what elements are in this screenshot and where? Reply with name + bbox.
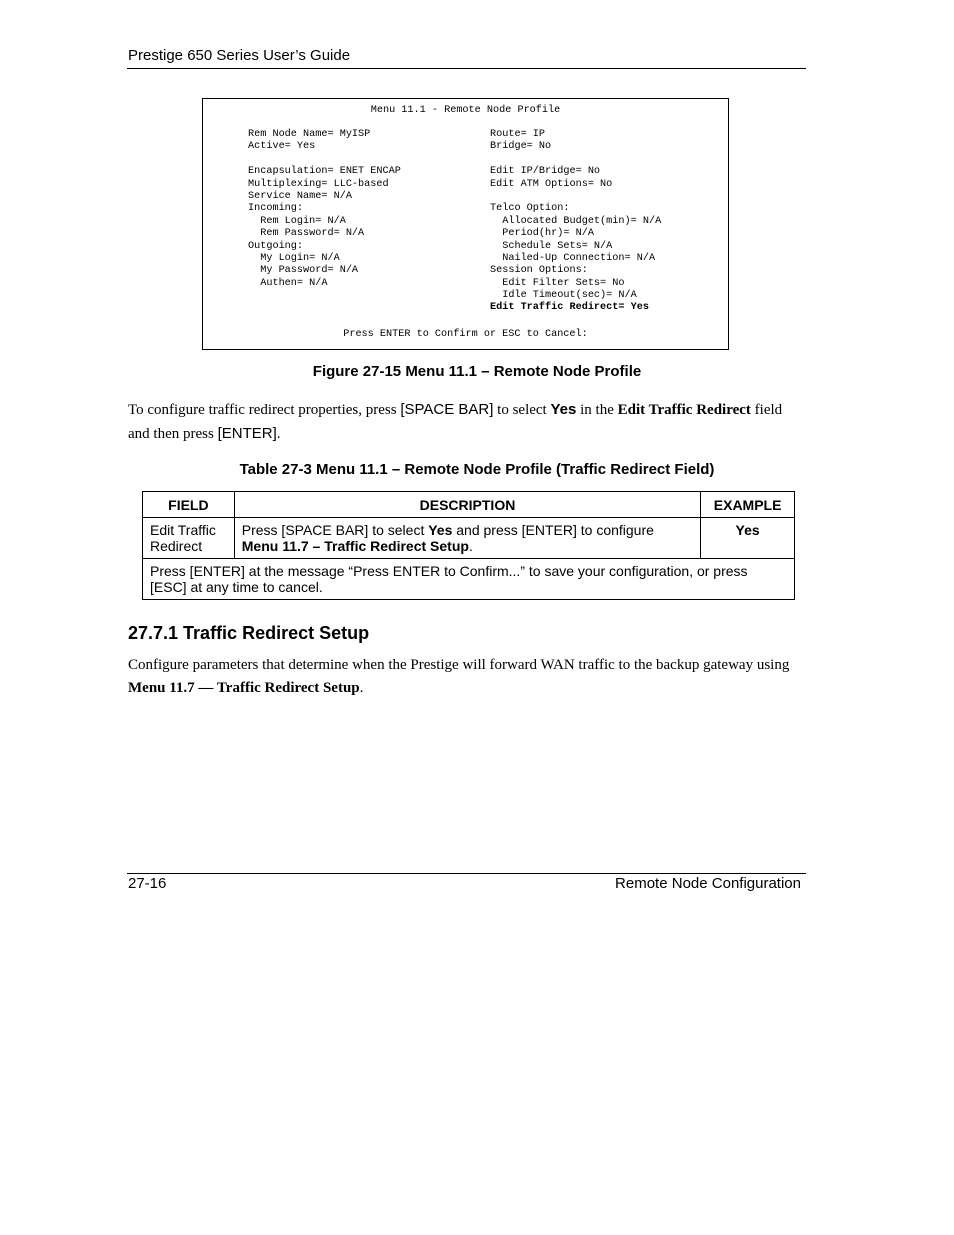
terminal-line: Allocated Budget(min)= N/A <box>490 215 662 227</box>
intro-paragraph <box>128 398 798 446</box>
terminal-line: Edit Traffic Redirect= Yes <box>490 302 649 314</box>
field-name-edit-traffic-redirect: Edit Traffic Redirect <box>617 402 751 418</box>
desc-bold-menu: Menu 11.7 – Traffic Redirect Setup <box>241 538 469 554</box>
terminal-line: Edit Filter Sets= No <box>490 277 625 289</box>
terminal-line: Rem Node Name= MyISP <box>248 129 371 140</box>
terminal-line: Bridge= No <box>490 141 552 153</box>
header-example: EXAMPLE <box>701 492 795 518</box>
terminal-line: Incoming: <box>248 203 304 215</box>
cell-example: Yes <box>701 518 795 559</box>
table-header-row <box>143 492 795 518</box>
terminal-line: My Password= N/A <box>248 265 359 277</box>
terminal-line: Outgoing: <box>248 240 304 252</box>
intro-text: To configure traffic redirect properties, press <box>128 402 401 418</box>
header-description: DESCRIPTION <box>234 492 700 518</box>
table-caption: Table 27-3 Menu 11.1 – Remote Node Profile (Traffic Redirect Field) <box>239 461 715 478</box>
footer-rule <box>127 873 806 874</box>
terminal-line: Route= IP <box>490 129 546 140</box>
table-row <box>143 518 795 559</box>
terminal-line <box>490 154 661 166</box>
terminal-line: Telco Option: <box>490 203 570 215</box>
desc-text: and press [ENTER] to configure <box>452 522 654 538</box>
terminal-line: Service Name= N/A <box>248 190 352 202</box>
terminal-line: Rem Login= N/A <box>248 215 346 227</box>
terminal-line: Nailed-Up Connection= N/A <box>490 252 656 264</box>
terminal-line: Multiplexing= LLC-based <box>248 178 389 190</box>
header-field: FIELD <box>143 492 235 518</box>
intro-text: in the <box>576 402 618 418</box>
section-paragraph <box>128 654 798 700</box>
cell-field: Edit Traffic Redirect <box>143 518 235 559</box>
terminal-line: Session Options: <box>490 265 588 277</box>
terminal-line: Schedule Sets= N/A <box>490 240 613 252</box>
terminal-line: Authen= N/A <box>248 277 328 289</box>
terminal-line: Idle Timeout(sec)= N/A <box>490 290 637 302</box>
terminal-line: Edit IP/Bridge= No <box>490 166 601 178</box>
terminal-line <box>248 154 401 166</box>
key-space-bar: [SPACE BAR] <box>400 401 494 418</box>
terminal-line: Period(hr)= N/A <box>490 228 594 240</box>
cell-footer-note: Press [ENTER] at the message “Press ENTER to Confirm...” to save your configuration, or press [ESC] at any time to cancel. <box>143 559 795 600</box>
terminal-line: My Login= N/A <box>248 252 340 264</box>
table-note-row <box>143 559 795 600</box>
footer-page-number: 27-16 <box>128 875 167 892</box>
footer-chapter: Remote Node Configuration <box>615 875 801 892</box>
section-text: Configure parameters that determine when the Prestige will forward WAN traffic to the backup gateway using <box>128 657 790 673</box>
section-heading: 27.7.1 Traffic Redirect Setup <box>128 623 370 643</box>
field-table <box>142 491 795 600</box>
terminal-right-column <box>490 129 661 315</box>
terminal-title: Menu 11.1 - Remote Node Profile <box>370 105 561 116</box>
intro-text: field and then press <box>128 402 783 442</box>
terminal-prompt: Press ENTER to Confirm or ESC to Cancel: <box>343 329 588 340</box>
terminal-line <box>490 191 661 203</box>
figure-caption: Figure 27-15 Menu 11.1 – Remote Node Profile <box>312 363 642 380</box>
desc-bold-yes: Yes <box>428 522 453 538</box>
terminal-line: Encapsulation= ENET ENCAP <box>248 166 401 178</box>
key-enter: [ENTER] <box>217 425 277 442</box>
header-rule <box>127 68 806 69</box>
cell-description <box>234 518 700 559</box>
terminal-left-column <box>248 129 401 290</box>
terminal-line: Rem Password= N/A <box>248 228 365 240</box>
header-title: Prestige 650 Series User’s Guide <box>128 47 351 64</box>
menu-reference: Menu 11.7 — Traffic Redirect Setup <box>128 680 360 696</box>
terminal-screen <box>202 98 729 350</box>
terminal-line: Edit ATM Options= No <box>490 178 613 190</box>
intro-text: . <box>276 426 281 442</box>
intro-text: to select <box>493 402 551 418</box>
terminal-line: Active= Yes <box>248 141 316 153</box>
desc-text: Press [SPACE BAR] to select <box>241 522 429 538</box>
section-text: . <box>359 680 364 696</box>
desc-text: . <box>468 538 473 554</box>
key-yes: Yes <box>550 401 577 418</box>
